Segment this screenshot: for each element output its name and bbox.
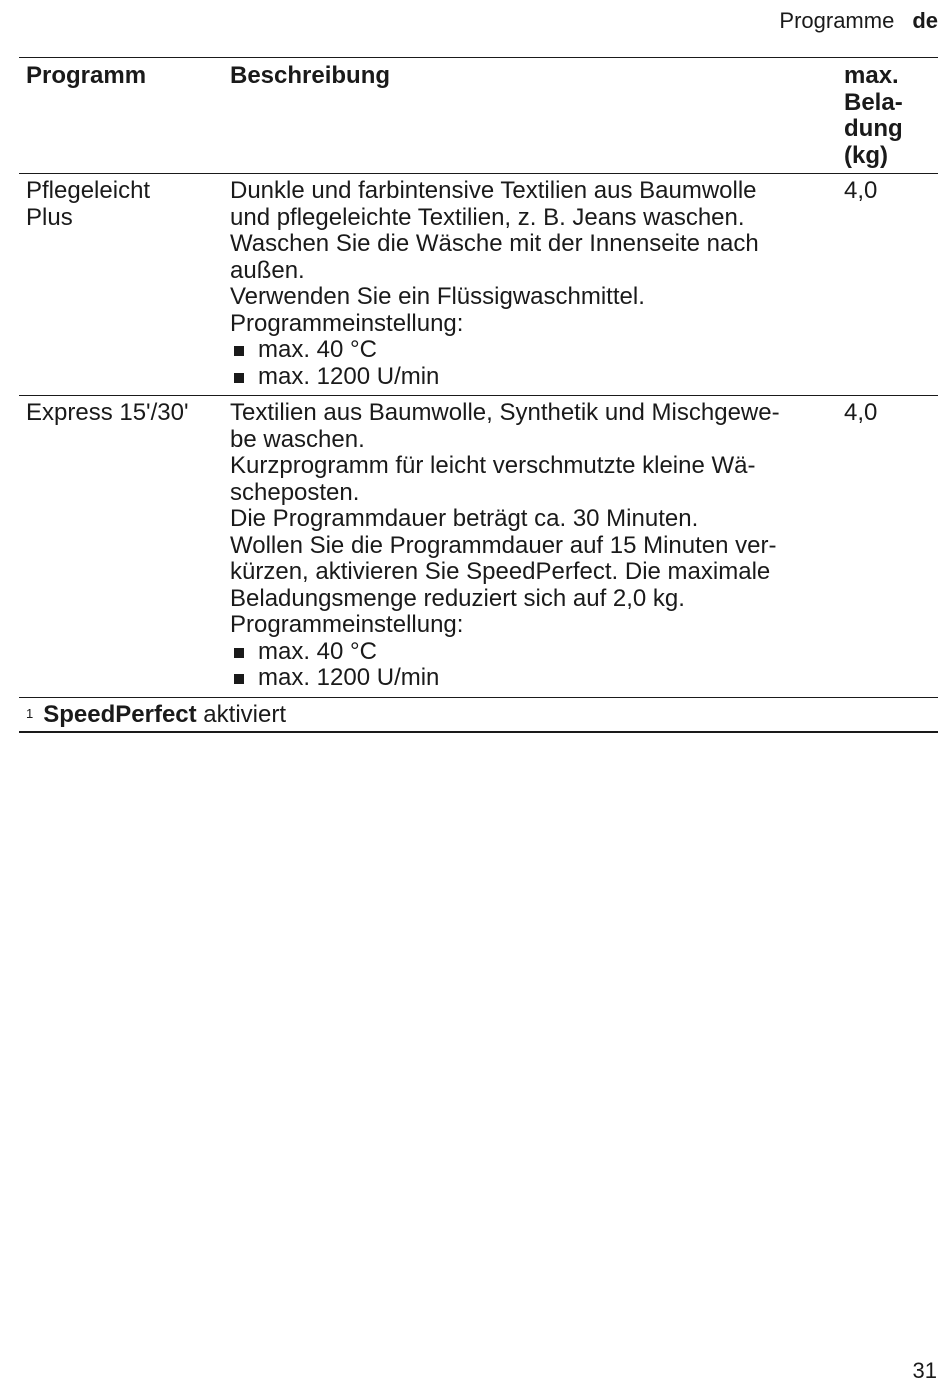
running-header-section: Programme	[779, 8, 895, 33]
description-line: kürzen, aktivieren Sie SpeedPerfect. Die maximale	[230, 558, 771, 585]
setting-item	[230, 364, 838, 391]
table-header-row	[19, 58, 938, 174]
description-line: Beladungsmenge reduziert sich auf 2,0 kg.	[230, 584, 685, 612]
description-line: Dunkle und farbintensive Textilien aus Baumwolle	[230, 177, 757, 204]
setting-text: max. 40 °C	[258, 336, 377, 363]
setting-text: max. 40 °C	[258, 637, 377, 665]
program-description	[223, 178, 838, 390]
program-name-line: Pflegeleicht	[26, 177, 151, 204]
description-line: Waschen Sie die Wäsche mit der Innenseite nach	[230, 230, 759, 257]
setting-text: max. 1200 U/min	[258, 664, 440, 691]
max-load-value: 4,0	[844, 399, 878, 426]
program-table	[19, 57, 938, 733]
square-bullet-icon	[234, 373, 244, 383]
description-line: und pflegeleichte Textilien, z. B. Jeans waschen.	[230, 203, 745, 231]
header-max-load-line: max.	[844, 62, 899, 89]
square-bullet-icon	[234, 346, 244, 356]
description-line: Textilien aus Baumwolle, Synthetik und Mischgewe-	[230, 399, 780, 426]
header-max-load	[838, 63, 938, 169]
footnote-text: aktiviert	[196, 700, 286, 728]
setting-item	[230, 665, 838, 692]
header-max-load-line: dung	[844, 115, 903, 142]
setting-text: max. 1200 U/min	[258, 362, 440, 390]
description-line: Programmeinstellung:	[230, 309, 464, 337]
description-line: Programmeinstellung:	[230, 611, 464, 638]
header-description: Beschreibung	[230, 62, 391, 89]
description-line: scheposten.	[230, 478, 360, 506]
description-line: Die Programmdauer beträgt ca. 30 Minuten.	[230, 505, 699, 532]
setting-item	[230, 337, 838, 364]
header-max-load-line: (kg)	[844, 141, 888, 169]
setting-item	[230, 639, 838, 666]
page-number: 31	[912, 1358, 937, 1383]
header-max-load-line: Bela-	[844, 88, 903, 116]
description-line: Verwenden Sie ein Flüssigwaschmittel.	[230, 283, 645, 310]
description-line: Wollen Sie die Programmdauer auf 15 Minuten ver-	[230, 531, 777, 559]
program-name-line: Plus	[26, 203, 73, 231]
program-name-line: Express 15'/30'	[26, 399, 189, 426]
footnote-bold-term: SpeedPerfect	[43, 700, 197, 728]
program-name	[19, 400, 223, 692]
description-line: be waschen.	[230, 425, 365, 453]
program-name	[19, 178, 223, 390]
square-bullet-icon	[234, 648, 244, 658]
header-program: Programm	[26, 62, 147, 89]
description-line: Kurzprogramm für leicht verschmutzte kleine Wä-	[230, 452, 756, 479]
table-row	[19, 396, 938, 698]
footnote-marker: 1	[26, 705, 34, 721]
table-row	[19, 174, 938, 396]
running-header-language: de	[912, 8, 938, 33]
program-description	[223, 400, 838, 692]
square-bullet-icon	[234, 674, 244, 684]
running-header	[779, 6, 938, 36]
max-load-value: 4,0	[844, 177, 878, 204]
table-footnote	[19, 698, 938, 733]
description-line: außen.	[230, 256, 305, 284]
